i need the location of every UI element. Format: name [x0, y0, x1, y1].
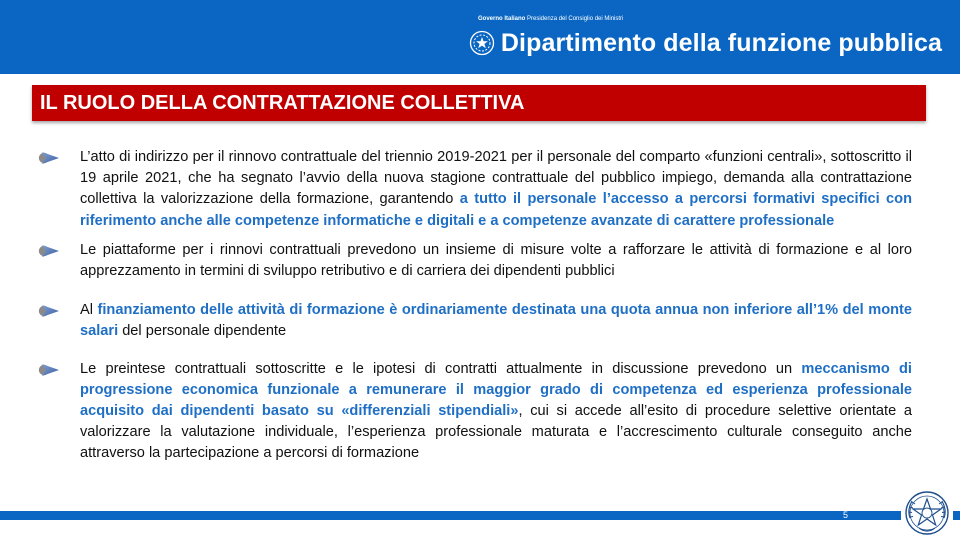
bullet-plain-text: Le piattaforme per i rinnovi contrattuali prevedono un insieme di misure volte a rafforzare le attività di formazione e al loro apprezzamento in termini di sviluppo retributivo e di carriera dei dipendenti pubblici	[80, 241, 912, 280]
bullet-highlight-text: finanziamento delle attività di formazione è ordinariamente destinata una quota annua non inferiore all’1% del monte salari	[80, 302, 912, 340]
arrow-bullet-icon	[38, 304, 60, 318]
bullet-text	[80, 359, 912, 465]
government-caption	[478, 16, 623, 22]
bullet-text	[80, 300, 912, 342]
section-title: IL RUOLO DELLA CONTRATTAZIONE COLLETTIVA	[40, 92, 525, 114]
bullet-plain-text: Al	[80, 302, 98, 319]
section-title-bar	[32, 85, 926, 121]
government-name: Governo Italiano	[478, 16, 526, 22]
bullet-highlight-text: meccanismo di progressione economica funzionale a remunerare il maggior grado di competenza ed esperienza professionale acquisito dai dipendenti basato su «differenziali stipendiali»	[80, 360, 912, 420]
presidency-name: Presidenza del Consiglio dei Ministri	[525, 16, 624, 22]
page-number: 5	[843, 510, 849, 520]
italian-republic-emblem-icon	[469, 30, 495, 56]
arrow-bullet-icon	[38, 151, 60, 165]
list-item	[38, 300, 912, 342]
arrow-bullet-icon	[38, 244, 60, 258]
bullet-plain-text: , cui si accede all’esito di procedure selettive orientate a valorizzare la valutazione individuale, l’esperienza professionale maturata e l’accrescimento culturale conseguito anche attraverso la partecipazione a percorsi di formazione	[80, 403, 912, 462]
list-item	[38, 240, 912, 282]
department-title: Dipartimento della funzione pubblica	[500, 28, 942, 57]
bullet-plain-text: Le preintese contrattuali sottoscritte e le ipotesi di contratti attualmente in discussione prevedono un	[80, 360, 802, 377]
bullet-plain-text: del personale dipendente	[118, 323, 287, 340]
footer-bar	[0, 511, 960, 520]
bullet-text	[80, 240, 912, 282]
list-item	[38, 359, 912, 465]
bullet-text	[80, 147, 912, 232]
arrow-bullet-icon	[38, 363, 60, 377]
list-item	[38, 147, 912, 232]
bullet-plain-text: L’atto di indirizzo per il rinnovo contrattuale del triennio 2019-2021 per il personale del comparto «funzioni centrali», sottoscritto il 19 aprile 2021, che ha segnato l’avvio della nuova stagione contrattuale del pubblico impiego, demanda alla contrattazione collettiva la valorizzazione della formazione, garantendo	[80, 149, 912, 208]
department-brand[interactable]	[469, 27, 942, 59]
italian-republic-emblem-icon	[901, 488, 953, 538]
header-bar	[0, 0, 960, 74]
bullet-highlight-text: a tutto il personale l’accesso a percorsi formativi specifici con riferimento anche alle competenze informatiche e digitali e a competenze avanzate di carattere professionale	[80, 191, 912, 229]
bullet-list	[38, 147, 912, 465]
